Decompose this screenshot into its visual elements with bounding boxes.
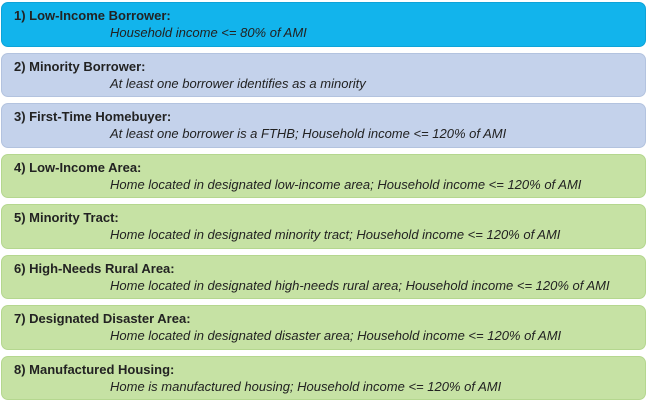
criterion-description: Home located in designated disaster area; Household income <= 120% of AMI xyxy=(110,328,562,343)
criterion-description: Home is manufactured housing; Household income <= 120% of AMI xyxy=(110,378,502,394)
criterion-title: 3) First-Time Homebuyer: xyxy=(14,109,172,124)
criterion-minority-borrower xyxy=(1,53,646,98)
criterion-title: 8) Manufactured Housing: xyxy=(14,361,175,377)
criterion-designated-disaster-area xyxy=(1,305,646,350)
criterion-description: At least one borrower identifies as a minority xyxy=(110,75,366,91)
criterion-first-time-homebuyer xyxy=(1,103,646,148)
criterion-description: Home located in designated minority tract; Household income <= 120% of AMI xyxy=(110,227,561,242)
criterion-title: 5) Minority Tract: xyxy=(14,210,119,225)
criterion-description: Home located in designated high-needs rural area; Household income <= 120% of AMI xyxy=(110,277,610,293)
criterion-title: 1) Low-Income Borrower: xyxy=(14,8,171,23)
criterion-high-needs-rural-area xyxy=(1,255,646,300)
criterion-low-income-borrower xyxy=(1,2,646,47)
criteria-list xyxy=(1,2,646,406)
criterion-title: 2) Minority Borrower: xyxy=(14,58,146,74)
criterion-minority-tract xyxy=(1,204,646,249)
criterion-description: At least one borrower is a FTHB; Household income <= 120% of AMI xyxy=(110,126,507,141)
criterion-description: Household income <= 80% of AMI xyxy=(110,25,307,40)
criterion-low-income-area xyxy=(1,154,646,199)
criterion-description: Home located in designated low-income area; Household income <= 120% of AMI xyxy=(110,176,582,192)
criterion-title: 4) Low-Income Area: xyxy=(14,159,142,175)
criterion-title: 6) High-Needs Rural Area: xyxy=(14,260,175,276)
criterion-title: 7) Designated Disaster Area: xyxy=(14,311,191,326)
criterion-manufactured-housing xyxy=(1,356,646,401)
